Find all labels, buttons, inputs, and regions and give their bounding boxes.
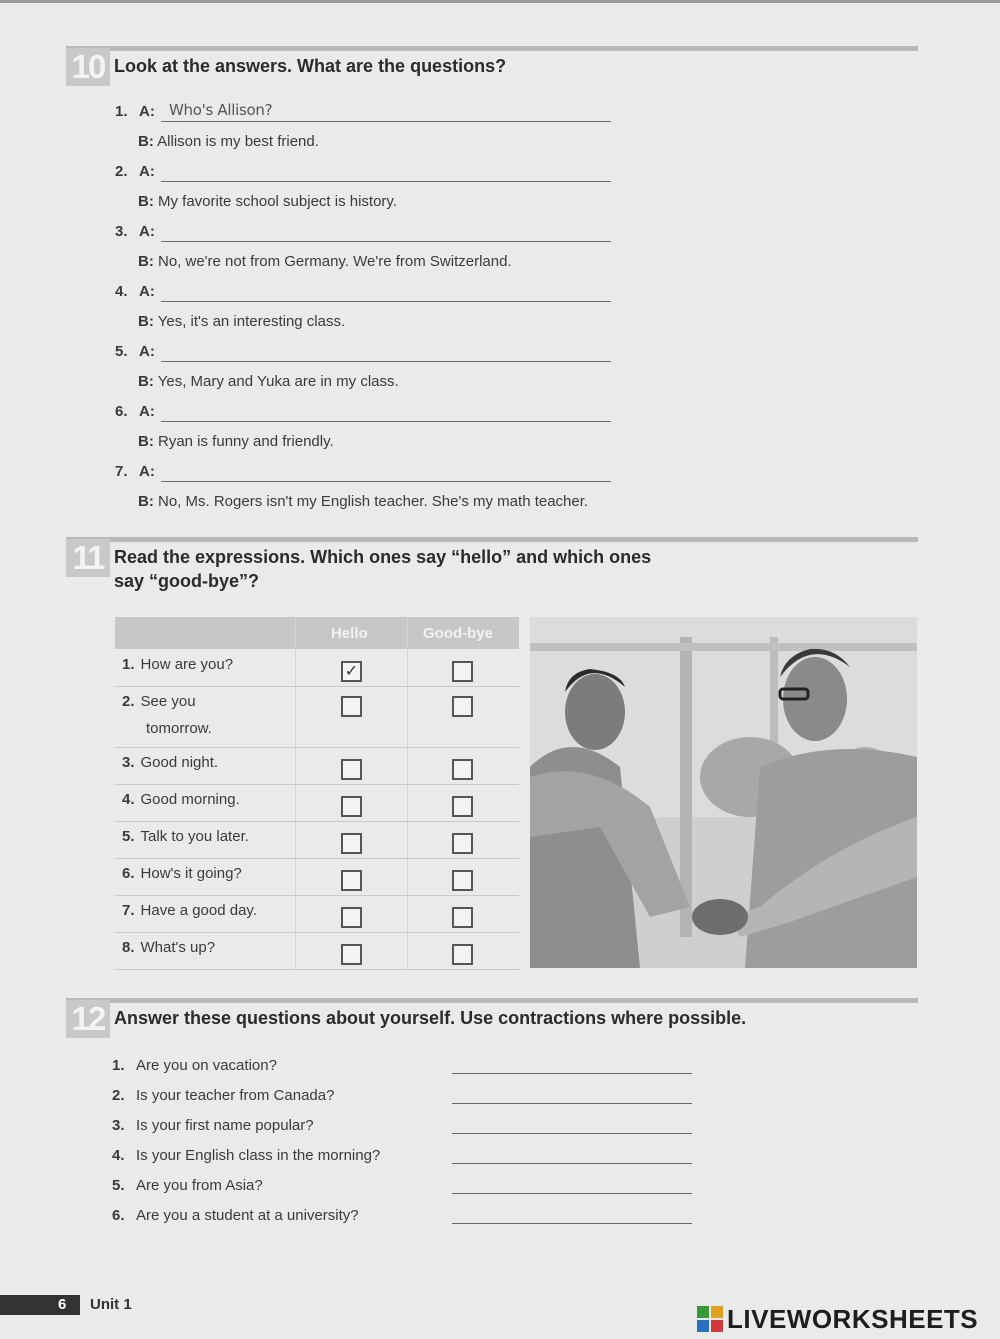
expression-text-line2: tomorrow. <box>146 720 212 737</box>
section-title: Answer these questions about yourself. Use contractions where possible. <box>114 1008 747 1028</box>
b-label: B: <box>138 313 154 330</box>
question-text: Are you on vacation? <box>136 1057 277 1074</box>
hello-checkbox[interactable] <box>341 696 362 717</box>
section-bar <box>66 998 918 1003</box>
question-row <box>115 403 155 420</box>
goodbye-checkbox[interactable] <box>452 944 473 965</box>
b-label: B: <box>138 133 154 150</box>
table-row <box>115 932 519 970</box>
question-answer-blank[interactable] <box>161 401 611 422</box>
section-title-line1: Read the expressions. Which ones say “hello” and which ones <box>114 547 652 567</box>
goodbye-checkbox[interactable] <box>452 870 473 891</box>
section-number: 11 <box>66 539 110 577</box>
answer-text: No, we're not from Germany. We're from Switzerland. <box>158 253 512 270</box>
goodbye-checkbox[interactable] <box>452 907 473 928</box>
item-number: 2. <box>112 1087 125 1104</box>
b-label: B: <box>138 493 154 510</box>
unit-label: Unit 1 <box>90 1296 132 1313</box>
answer-row <box>138 253 512 270</box>
answer-row <box>138 133 319 150</box>
question-row <box>115 463 155 480</box>
question-row <box>112 1117 314 1134</box>
item-number: 6. <box>112 1207 125 1224</box>
answer-text: Yes, Mary and Yuka are in my class. <box>157 373 399 390</box>
page-number: 6 <box>58 1296 67 1313</box>
answer-text: My favorite school subject is history. <box>158 193 397 210</box>
question-row <box>112 1057 277 1074</box>
section-number: 10 <box>66 48 110 86</box>
question-row <box>115 283 155 300</box>
hello-checkbox[interactable] <box>341 870 362 891</box>
goodbye-checkbox[interactable] <box>452 759 473 780</box>
question-text: Are you from Asia? <box>136 1177 263 1194</box>
a-label: A: <box>139 343 155 360</box>
goodbye-checkbox[interactable] <box>452 696 473 717</box>
b-label: B: <box>138 193 154 210</box>
item-number: 8. <box>122 939 135 956</box>
item-number: 5. <box>122 828 135 845</box>
a-label: A: <box>139 103 155 120</box>
hello-checkbox[interactable] <box>341 833 362 854</box>
b-label: B: <box>138 253 154 270</box>
question-answer-blank[interactable] <box>161 281 611 302</box>
question-answer-blank[interactable] <box>161 221 611 242</box>
item-number: 5. <box>112 1177 125 1194</box>
a-label: A: <box>139 463 155 480</box>
expression-text: What's up? <box>140 939 216 956</box>
answer-row <box>138 493 588 510</box>
expression-label <box>122 786 240 813</box>
question-row <box>115 223 155 240</box>
handshake-photo <box>530 617 917 968</box>
expression-label <box>122 860 242 887</box>
expression-text: Talk to you later. <box>140 828 249 845</box>
expression-label <box>122 749 218 776</box>
table-row <box>115 747 519 785</box>
table-header <box>115 617 519 649</box>
liveworksheets-logo-icon <box>697 1306 723 1332</box>
watermark: LIVEWORKSHEETS <box>727 1304 979 1334</box>
hello-checkbox[interactable] <box>341 759 362 780</box>
answer-row <box>138 193 397 210</box>
item-number: 7. <box>122 902 135 919</box>
item-number: 3. <box>122 754 135 771</box>
top-rule <box>0 0 1000 3</box>
hello-checkbox[interactable] <box>341 796 362 817</box>
a-label: A: <box>139 163 155 180</box>
expression-label <box>122 651 233 678</box>
item-number: 3. <box>112 1117 125 1134</box>
question-row <box>112 1207 359 1224</box>
goodbye-checkbox[interactable] <box>452 796 473 817</box>
question-row <box>115 163 155 180</box>
section-title: Look at the answers. What are the questions? <box>114 56 507 76</box>
item-number: 7. <box>115 463 128 480</box>
item-number: 4. <box>122 791 135 808</box>
answer-text: No, Ms. Rogers isn't my English teacher. She's my math teacher. <box>158 493 589 510</box>
question-text: Is your teacher from Canada? <box>136 1087 335 1104</box>
expressions-table <box>115 617 519 969</box>
section-number: 12 <box>66 1000 110 1038</box>
expression-label <box>122 823 249 850</box>
b-label: B: <box>138 433 154 450</box>
item-number: 1. <box>122 656 135 673</box>
question-row <box>115 103 155 120</box>
section-title-line2: say “good-bye”? <box>114 571 260 591</box>
table-row <box>115 686 519 748</box>
answer-blank[interactable] <box>452 1175 692 1194</box>
a-label: A: <box>139 223 155 240</box>
col-header-goodbye: Good-bye <box>423 625 493 642</box>
expression-label <box>122 897 257 924</box>
expression-text: Have a good day. <box>140 902 257 919</box>
answer-text: Allison is my best friend. <box>157 133 319 150</box>
answer-blank[interactable] <box>452 1205 692 1224</box>
answer-blank[interactable] <box>452 1145 692 1164</box>
item-number: 2. <box>122 693 135 710</box>
item-number: 1. <box>112 1057 125 1074</box>
answer-row <box>138 373 399 390</box>
item-number: 6. <box>122 865 135 882</box>
table-row <box>115 895 519 933</box>
question-answer-blank[interactable] <box>161 461 611 482</box>
section-11 <box>66 537 918 617</box>
goodbye-checkbox[interactable] <box>452 661 473 682</box>
hello-checkbox[interactable] <box>341 907 362 928</box>
answer-row <box>138 433 334 450</box>
question-answer-blank[interactable] <box>161 341 611 362</box>
expression-text: Good morning. <box>140 791 240 808</box>
hello-checkbox[interactable]: ✓ <box>341 661 362 682</box>
answer-row <box>138 313 345 330</box>
footer-page-block <box>0 1295 80 1315</box>
item-number: 4. <box>112 1147 125 1164</box>
question-answer-blank[interactable]: Who's Allison? <box>161 101 611 122</box>
answer-text: Yes, it's an interesting class. <box>157 313 346 330</box>
question-row <box>112 1087 334 1104</box>
expression-label <box>122 934 215 961</box>
answer-blank[interactable] <box>452 1115 692 1134</box>
expression-text: Good night. <box>140 754 219 771</box>
expression-text: How are you? <box>140 656 234 673</box>
question-row <box>112 1147 380 1164</box>
expression-label <box>122 688 212 742</box>
answer-text: Ryan is funny and friendly. <box>158 433 334 450</box>
expression-text: See you <box>140 693 196 710</box>
question-row <box>115 343 155 360</box>
item-number: 3. <box>115 223 128 240</box>
question-text: Is your English class in the morning? <box>136 1147 381 1164</box>
col-header-hello: Hello <box>331 625 368 642</box>
section-bar <box>66 46 918 51</box>
goodbye-checkbox[interactable] <box>452 833 473 854</box>
section-title <box>114 545 651 593</box>
table-row <box>115 858 519 896</box>
question-text: Is your first name popular? <box>136 1117 314 1134</box>
hello-checkbox[interactable] <box>341 944 362 965</box>
answer-blank[interactable] <box>452 1055 692 1074</box>
item-number: 1. <box>115 103 128 120</box>
b-label: B: <box>138 373 154 390</box>
handshake-illustration <box>530 617 917 968</box>
item-number: 6. <box>115 403 128 420</box>
question-answer-blank[interactable] <box>161 161 611 182</box>
table-row <box>115 821 519 859</box>
question-row <box>112 1177 263 1194</box>
item-number: 2. <box>115 163 128 180</box>
table-row <box>115 649 519 687</box>
a-label: A: <box>139 283 155 300</box>
item-number: 4. <box>115 283 128 300</box>
section-bar <box>66 537 918 542</box>
answer-blank[interactable] <box>452 1085 692 1104</box>
a-label: A: <box>139 403 155 420</box>
question-text: Are you a student at a university? <box>136 1207 359 1224</box>
item-number: 5. <box>115 343 128 360</box>
expression-text: How's it going? <box>140 865 242 882</box>
table-row <box>115 784 519 822</box>
